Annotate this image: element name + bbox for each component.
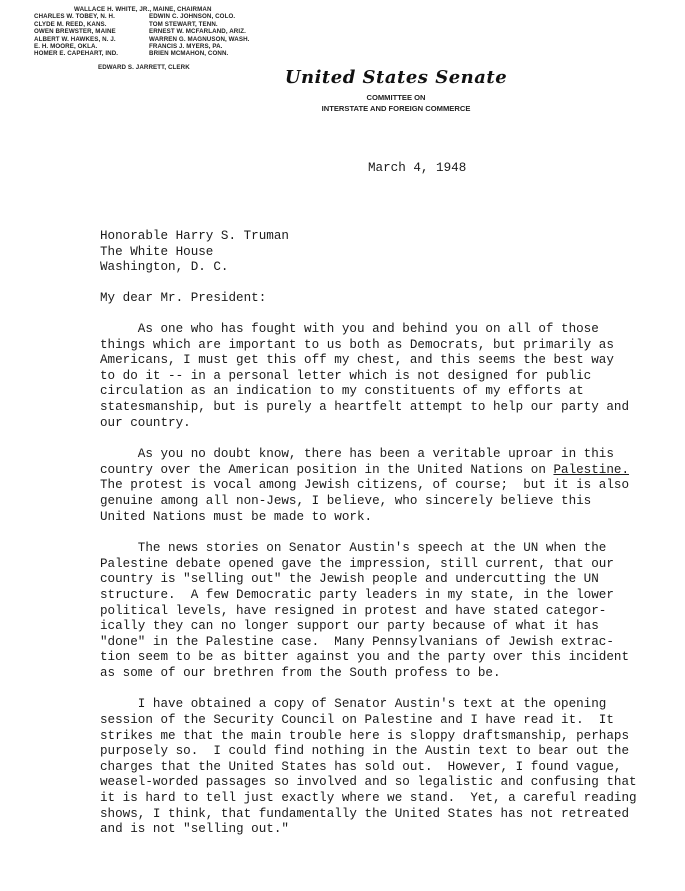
committee-name [276,92,516,114]
address-line: Honorable Harry S. Truman [100,229,289,243]
member-name: HOMER E. CAPEHART, IND. [34,50,119,58]
paragraph [100,541,660,681]
committee-roster [34,6,264,71]
address-line: The White House [100,244,214,259]
text-line: United Nations must be made to work. [100,509,373,524]
text-line: weasel-worded passages so involved and so legalistic and confusing that [100,775,637,790]
text-line [100,463,660,479]
text-line: strikes me that the main trouble here is sloppy draftsmanship, perhaps [100,728,630,743]
member-name: WARREN G. MAGNUSON, WASH. [149,35,250,43]
text-line: structure. A few Democratic party leaders in my state, in the lower [100,587,614,602]
salutation: My dear Mr. President: [100,291,267,305]
paragraph [100,447,660,525]
senate-header [276,67,516,114]
text-line: shows, I think, that fundamentally the United States has not retreated [100,806,630,821]
text-line: as some of our brethren from the South profess to be. [100,665,501,680]
text-line: genuine among all non-Jews, I believe, who sincerely believe this [100,493,592,508]
member-name: ALBERT W. HAWKES, N. J. [34,35,116,43]
member-name: E. H. MOORE, OKLA. [34,43,98,51]
text-line: and is not "selling out." [100,822,289,837]
underlined-word: Palestine. [553,462,630,477]
text-line: statesmanship, but is purely a heartfelt attempt to help our party and [100,399,630,414]
member-name: TOM STEWART, TENN. [149,20,218,28]
address-line: Washington, D. C. [100,260,229,275]
text-line: charges that the United States has sold out. However, I found vague, [100,759,622,774]
committee-line: INTERSTATE AND FOREIGN COMMERCE [321,104,471,113]
member-columns [34,13,264,57]
letter-body [100,322,660,854]
text-line: things which are important to us both as Democrats, but primarily as [100,337,614,352]
members-left-column [34,13,149,57]
text-line: purposely so. I could find nothing in the Austin text to bear out the [100,744,630,759]
member-name: ERNEST W. MCFARLAND, ARIZ. [149,28,246,36]
committee-line: COMMITTEE ON [366,93,426,102]
text-line: political levels, have resigned in protest and have stated categor- [100,603,607,618]
member-name: CLYDE M. REED, KANS. [34,20,107,28]
member-name: EDWIN C. JOHNSON, COLO. [149,13,236,21]
text-line: our country. [100,415,191,430]
text-line: to do it -- in a personal letter which is not designed for public [100,368,592,383]
text-line: I have obtained a copy of Senator Austin's text at the opening [100,697,607,712]
text-line: The protest is vocal among Jewish citizens, of course; but it is also [100,478,630,493]
text-line: Palestine debate opened gave the impression, still current, that our [100,556,614,571]
text-line: circulation as an indication to my constituents of my efforts at [100,384,584,399]
paragraph [100,697,660,837]
member-name: BRIEN MCMAHON, CONN. [149,50,229,58]
text-line: As one who has fought with you and behind you on all of those [100,322,599,336]
paragraph [100,322,660,431]
senate-title: United States Senate [284,67,508,88]
text-line: tion seem to be as bitter against you and the party over this incident [100,650,630,665]
member-name: FRANCIS J. MYERS, PA. [149,43,223,51]
text-line: it is hard to tell just exactly where we stand. Yet, a careful reading [100,791,637,806]
chairman-line: WALLACE H. WHITE, JR., MAINE, CHAIRMAN [74,6,212,13]
text-line: "done" in the Palestine case. Many Pennsylvanians of Jewish extrac- [100,634,614,649]
members-right-column [149,13,264,57]
member-name: OWEN BREWSTER, MAINE [34,28,116,36]
clerk-line: EDWARD S. JARRETT, CLERK [98,63,190,71]
text-line: The news stories on Senator Austin's speech at the UN when the [100,541,607,556]
address-block [100,229,289,276]
text-line: session of the Security Council on Palestine and I have read it. It [100,713,614,728]
member-name: CHARLES W. TOBEY, N. H. [34,13,115,21]
text-line: country is "selling out" the Jewish people and undercutting the UN [100,572,599,587]
text-line: Americans, I must get this off my chest, and this seems the best way [100,353,614,368]
text-line: ically they can no longer support our party because of what it has [100,619,599,634]
text-segment: country over the American position in the United Nations on [100,462,554,477]
text-line: As you no doubt know, there has been a veritable uproar in this [100,447,614,462]
letter-date: March 4, 1948 [368,161,467,175]
